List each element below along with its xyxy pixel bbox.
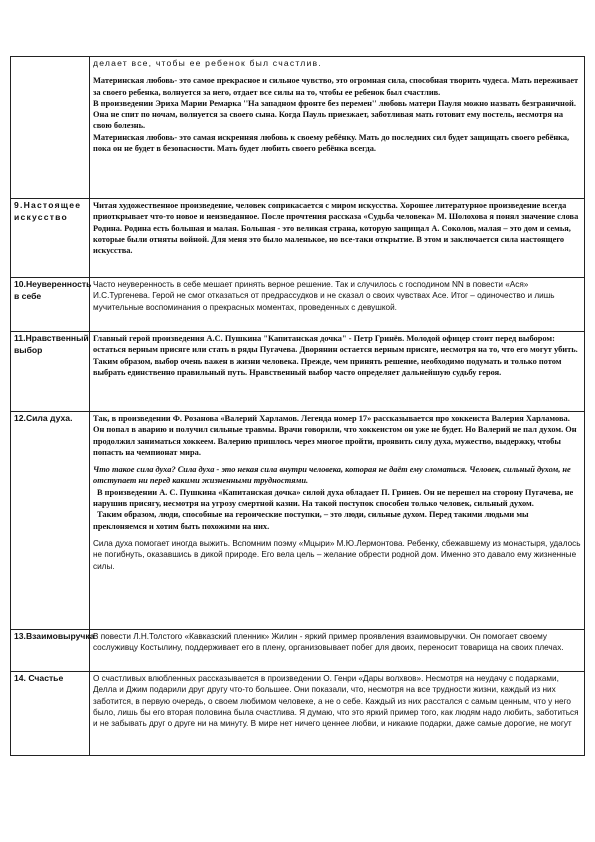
table-row	[11, 199, 585, 278]
table-row	[11, 57, 585, 199]
paragraph: Материнская любовь- это самое прекрасное и сильное чувство, это огромная сила, способная творить чудеса. Мать переживает за своего ребенка, волнуется за него, отдает все силы на то, чтобы ее ребенок был счастлив.	[93, 76, 579, 97]
text-cell	[90, 57, 585, 199]
topic-cell	[11, 57, 90, 199]
topic-cell: 10.Неуверенность в себе	[11, 278, 90, 332]
paragraph: В произведении Эриха Марии Ремарка ''На западном фронте без перемен'' любовь матери Пауля можно назвать безграничной. Она не спит по ночам, волнуется за своего сына. Когда Пауль приезжает, заботливая мать готовит ему постель, несмотря на свою болезнь.	[93, 98, 576, 131]
table-row	[11, 278, 585, 332]
topic-cell: 12.Сила духа.	[11, 412, 90, 630]
topic-cell: 9.Настоящее искусство	[11, 199, 90, 278]
table-row	[11, 332, 585, 412]
table-row	[11, 412, 585, 630]
text-cell	[90, 199, 585, 278]
table-row	[11, 630, 585, 672]
essay-topics-table	[10, 56, 585, 756]
text-cell	[90, 278, 585, 332]
italic-text: Что такое сила духа? Сила духа - это некая сила внутри человека, которая не даёт ему сломаться. Человек, сильный духом, не отступает ни перед какими жизненными трудностями.	[93, 465, 571, 486]
paragraph: В произведении А. С. Пушкина «Капитанская дочка» силой духа обладает П. Гринев. Он не перешел на сторону Пугачева, не нарушив присягу, несмотря на угрозу смертной казни. На такой поступок способен только человек, сильный духом.	[93, 487, 574, 509]
paragraph: делает все, чтобы ее ребенок был счастлив.	[93, 58, 322, 68]
paragraph: В повести Л.Н.Толстого «Кавказский пленник» Жилин - яркий пример проявления взаимовыручки. Он помогает своему сослуживцу Костылину, поддерживает его в плену, организовывает побег для двоих, переносит товарища на своих плечах.	[93, 632, 564, 653]
topic-cell: 14. Счастье	[11, 672, 90, 756]
paragraph: Таким образом, люди, способные на героические поступки, – это люди, сильные духом. Перед такими людьми мы преклоняемся и хотим быть похожими на них.	[93, 510, 529, 531]
text-cell	[90, 672, 585, 756]
text-cell	[90, 630, 585, 672]
paragraph	[93, 464, 581, 487]
paragraph: Читая художественное произведение, человек соприкасается с миром искусства. Хорошее литературное произведение всегда приоткрывает что-то новое и неизведанное. После прочтения рассказа «Судьба человека» М. Шолохова я понял значение слова Родина. Родина есть большая и малая. Большая - это великая страна, которую защищал А. Соколов, малая – это дом и семья, которые были отняты войной. Для меня это было маленькое, но все-таки открытие. В этом и заключается сила настоящего искусства.	[93, 201, 579, 256]
topic-cell: 11.Нравственный выбор	[11, 332, 90, 412]
text-cell	[90, 412, 585, 630]
table-row	[11, 672, 585, 756]
text-cell	[90, 332, 585, 412]
paragraph: Сила духа помогает иногда выжить. Вспомним поэму «Мцыри» М.Ю.Лермонтова. Ребенку, сбежавшему из монастыря, удалось не погибнуть, оказавшись в дикой природе. Его вела цель – желание обрести родной дом. Именно это давало ему жизненные силы.	[93, 538, 581, 571]
topic-cell: 13.Взаимовыручка	[11, 630, 90, 672]
paragraph: Материнская любовь- это самая искренняя любовь к своему ребёнку. Мать до последних сил будет защищать своего ребёнка, пока он не будет в безопасности. Мать будет любить своего ребёнка всегда.	[93, 132, 570, 154]
paragraph: Часто неуверенность в себе мешает принять верное решение. Так и случилось с господином NN в повести «Ася» И.С.Тургенева. Герой не смог отказаться от предрассудков и не сказал о своих чувствах Асе. Итог – одиночество и лишь мучительные воспоминания о прекрасных моментах, проведенных с девушкой.	[93, 280, 555, 312]
paragraph: Так, в произведении Ф. Розанова «Валерий Харламов. Легенда номер 17» рассказывается про хоккеиста Валерия Харламова. Он попал в аварию и получил сильные травмы. Врачи говорили, что хоккеистом он уже не будет. Но Валерий не пал духом. Он продолжил заниматься хоккеем. Валерию пришлось через многое пройти, проявить силу духа, мужество, выдержку, чтобы попасть на чемпионат мира.	[93, 414, 577, 457]
paragraph: О счастливых влюбленных рассказывается в произведении О. Генри «Дары волхвов». Несмотря на неудачу с подарками, Делла и Джим подарили друг другу что-то большее. Они показали, что, несмотря на все трудности жизни, каждый из них заботится, в первую очередь, о своем любимом человеке, а не о себе. Каждый из них расстался с самым ценным, что у него было, лишь бы его вторая половина была счастлива. Я думаю, что это яркий пример того, как людям надо любить, заботиться и не забывать друг о друге ни на минуту. В мире нет ничего ценнее любви, и никакие подарки, даже самые дорогие, не могут	[93, 674, 579, 729]
paragraph: Главный герой произведения А.С. Пушкина "Капитанская дочка" - Петр Гринёв. Молодой офицер стоит перед выбором: остаться верным присяге или стать в ряды Пугачева. Дворянин остается верным присяге, несмотря на то, что его могут убить.	[93, 334, 578, 355]
paragraph: Таким образом, выбор очень важен в жизни человека. Прежде, чем принять решение, необходимо подумать и только потом выбрать единственно правильный путь. Нравственный выбор часто определяет дальнейшую судьбу героя.	[93, 356, 562, 377]
